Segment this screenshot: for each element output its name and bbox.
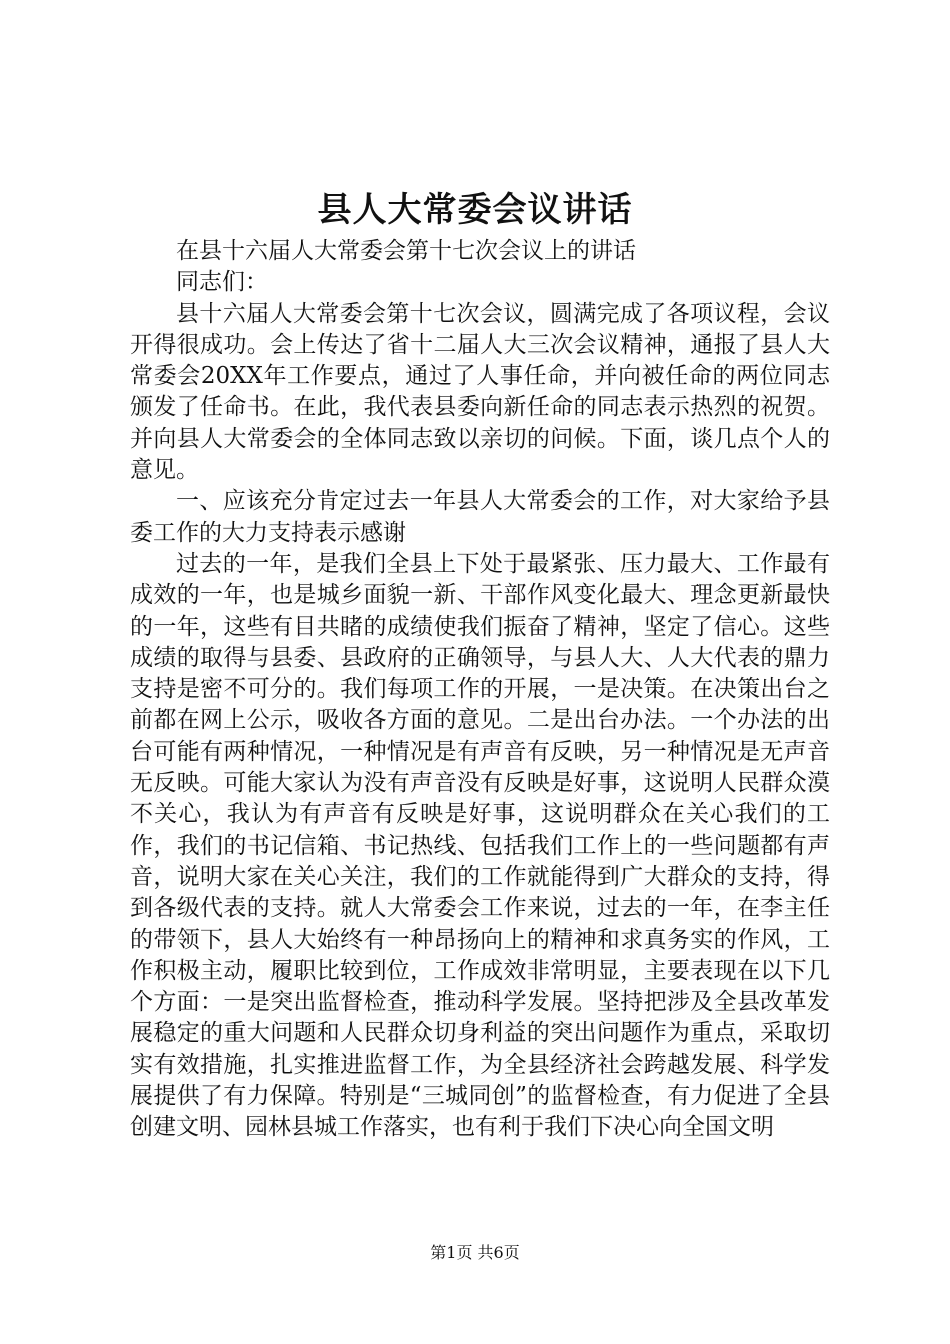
document-body xyxy=(130,236,830,1144)
paragraph-main: 过去的一年，是我们全县上下处于最紧张、压力最大、工作最有成效的一年，也是城乡面貌一新、干部作风变化最大、理念更新最快的一年，这些有目共睹的成绩使我们振奋了精神，坚定了信心。这些成绩的取得与县委、县政府的正确领导，与县人大、人大代表的鼎力支持是密不可分的。我们每项工作的开展，一是决策。在决策出台之前都在网上公示，吸收各方面的意见。二是出台办法。一个办法的出台可能有两种情况，一种情况是有声音有反映，另一种情况是无声音无反映。可能大家认为没有声音没有反映是好事，这说明人民群众漠不关心，我认为有声音有反映是好事，这说明群众在关心我们的工作，我们的书记信箱、书记热线、包括我们工作上的一些问题都有声音，说明大家在关心关注，我们的工作就能得到广大群众的支持，得到各级代表的支持。就人大常委会工作来说，过去的一年，在李主任的带领下，县人大始终有一种昂扬向上的精神和求真务实的作风，工作积极主动，履职比较到位，工作成效非常明显，主要表现在以下几个方面：一是突出监督检查，推动科学发展。坚持把涉及全县改革发展稳定的重大问题和人民群众切身利益的突出问题作为重点，采取切实有效措施，扎实推进监督工作，为全县经济社会跨越发展、科学发展提供了有力保障。特别是“三城同创”的监督检查，有力促进了全县创建文明、园林县城工作落实，也有利于我们下决心向全国文明 xyxy=(130,550,830,1141)
page-footer: 第1页 共6页 xyxy=(430,1243,520,1262)
document-title: 县人大常委会议讲话 xyxy=(317,190,633,230)
section-heading-1: 一、应该充分肯定过去一年县人大常委会的工作，对大家给予县委工作的大力支持表示感谢 xyxy=(130,488,830,546)
paragraph-intro: 县十六届人大常委会第十七次会议，圆满完成了各项议程，会议开得很成功。会上传达了省十二届人大三次会议精神，通报了县人大常委会20XX年工作要点，通过了人事任命，并向被任命的两位同志颁发了任命书。在此，我代表县委向新任命的同志表示热烈的祝贺。并向县人大常委会的全体同志致以亲切的问候。下面，谈几点个人的意见。 xyxy=(130,300,830,484)
salutation: 同志们： xyxy=(176,269,268,296)
speech-subtitle: 在县十六届人大常委会第十七次会议上的讲话 xyxy=(176,238,636,264)
